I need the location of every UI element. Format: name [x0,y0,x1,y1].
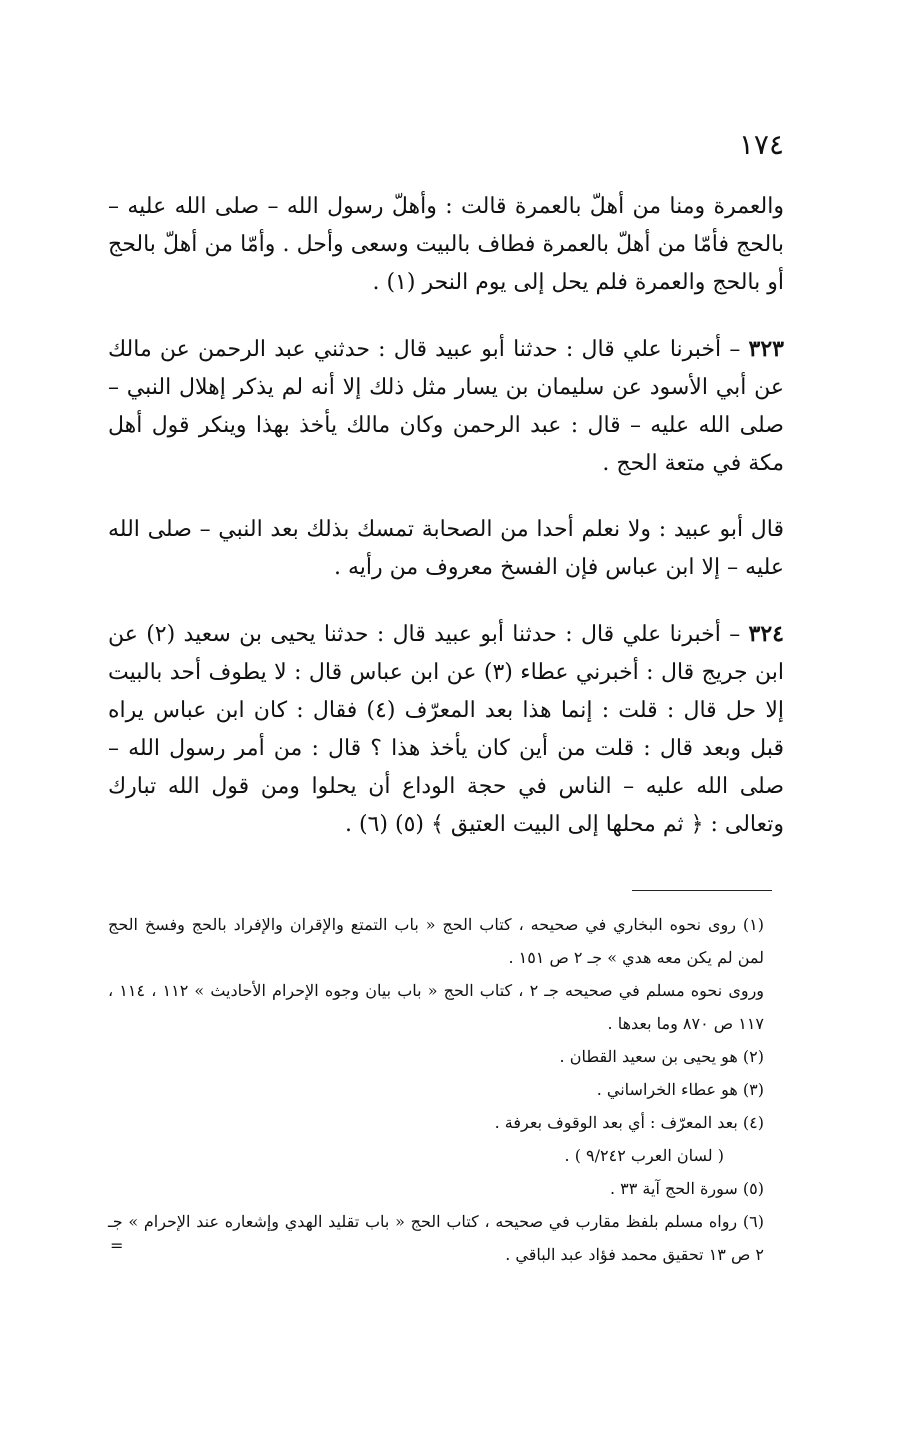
main-text [108,188,784,844]
footnotes [108,908,784,1271]
footnote-6: (٦) رواه مسلم بلفظ مقارب في صحيحه ، كتاب الحج « باب تقليد الهدي وإشعاره عند الإحرام » جـ ٢ ص ١٣ تحقيق محمد فؤاد عبد الباقي . [108,1212,764,1264]
footnote-4: (٤) بعد المعرّف : أي بعد الوقوف بعرفة . [494,1113,764,1132]
footnote-4-reference: ( لسان العرب ٩/٢٤٢ ) . [564,1146,724,1165]
continuation-mark: = [110,1236,124,1255]
paragraph-323 [108,330,784,483]
footnote-5: (٥) سورة الحج آية ٣٣ . [609,1179,764,1198]
hadith-text-323: – أخبرنا علي قال : حدثنا أبو عبيد قال : حدثني عبد الرحمن عن مالك عن أبي الأسود عن سليمان بن يسار مثل ذلك إلا أنه لم يذكر إهلال النبي – صلى الله عليه – قال : عبد الرحمن وكان مالك يأخذ بهذا وينكر قول أهل مكة في متعة الحج . [108,337,784,476]
footnote-3: (٣) هو عطاء الخراساني . [596,1080,764,1099]
hadith-number-323: ٣٢٣ [748,336,784,362]
footnote-1: (١) روى نحوه البخاري في صحيحه ، كتاب الحج « باب التمتع والإقران والإفراد بالحج وفسخ الحج لمن لم يكن معه هدي » جـ ٢ ص ١٥١ . [108,915,764,967]
footnote-2: (٢) هو يحيى بن سعيد القطان . [559,1047,764,1066]
hadith-text-324: – أخبرنا علي قال : حدثنا أبو عبيد قال : حدثنا يحيى بن سعيد (٢) عن ابن جريج قال : أخبرني عطاء (٣) عن ابن عباس قال : لا يطوف أحد بالبيت إلا حل قال : قلت : إنما هذا بعد المعرّف (٤) فقال : كان ابن عباس يراه قبل وبعد قال : قلت من أين كان يأخذ هذا ؟ قال : من أمر رسول الله – صلى الله عليه – الناس في حجة الوداع أن يحلوا ومن قول الله تبارك وتعالى : ﴿ ثم محلها إلى البيت العتيق ﴾ (٥) (٦) . [108,622,785,837]
footnote-1-continued: وروى نحوه مسلم في صحيحه جـ ٢ ، كتاب الحج « باب بيان وجوه الإحرام الأحاديث » ١١٢ ، ١١٤ ، ١١٧ ص ٨٧٠ وما بعدها . [108,981,765,1033]
paragraph-324 [108,615,784,844]
hadith-number-324: ٣٢٤ [748,621,784,647]
paragraph-abu-ubayd: قال أبو عبيد : ولا نعلم أحدا من الصحابة تمسك بذلك بعد النبي – صلى الله عليه – إلا ابن عباس فإن الفسخ معروف من رأيه . [108,517,784,580]
paragraph-1: والعمرة ومنا من أهلّ بالعمرة قالت : وأهلّ رسول الله – صلى الله عليه – بالحج فأمّا من أهلّ بالعمرة فطاف بالبيت وسعى وأحل . وأمّا من أهلّ بالحج أو بالحج والعمرة فلم يحل إلى يوم النحر (١) . [108,194,784,295]
page-number: ١٧٤ [738,128,784,161]
footnote-separator [632,890,772,891]
